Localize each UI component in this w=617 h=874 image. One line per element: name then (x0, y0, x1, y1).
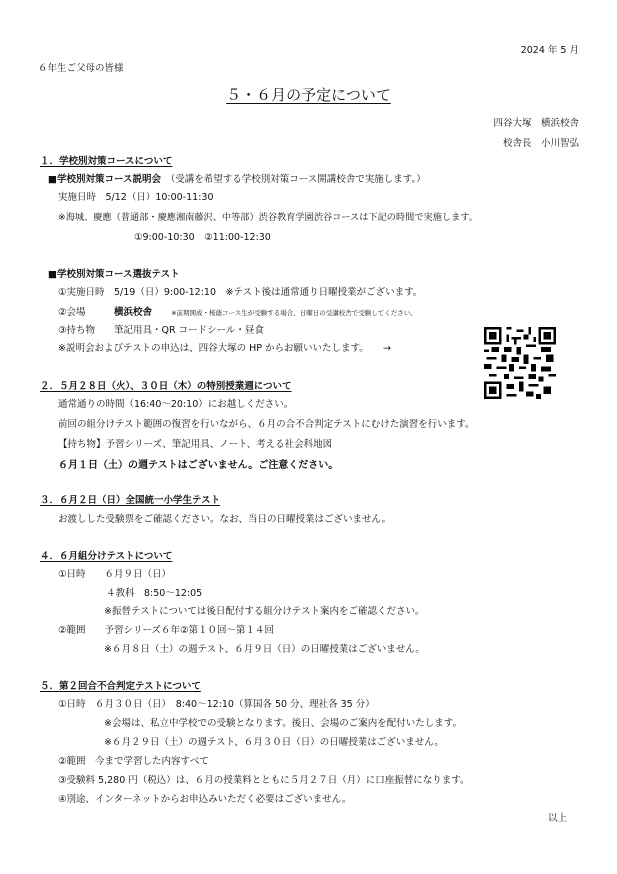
section-2-heading: ２．５月２８日（火）、３０日（木）の特別授業週について (40, 381, 292, 392)
s4-line-5: ※６月８日（土）の週テスト、６月９日（日）の日曜授業はございません。 (104, 644, 425, 655)
s5-line-1: ①日時 ６月３０日（日） 8:40～12:10（算国各 50 分、理社各 35 分） (58, 699, 375, 710)
s2-line-3: 【持ち物】予習シリーズ、筆記用具、ノート、考える社会科地図 (58, 439, 333, 450)
s5-line-6: ④別途、インターネットからお申込みいただく必要はございません。 (58, 794, 352, 805)
section-4-heading: ４．６月組分けテストについて (40, 551, 173, 562)
section-5-heading: ５．第２回合不合判定テストについて (40, 681, 201, 692)
s1-items: ③持ち物 筆記用具・QR コードシール・昼食 (58, 325, 264, 336)
s2-line-2: 前回の組分けテスト範囲の復習を行いながら、６月の合不合判定テストにむけた演習を行います。 (58, 419, 475, 430)
s5-line-2: ※会場は、私立中学校での受験となります。後日、会場のご案内を配付いたします。 (104, 718, 462, 729)
s1-times: ①9:00-10:30 ②11:00-12:30 (134, 232, 271, 243)
s5-line-3: ※６月２９日（土）の週テスト、６月３０日（日）の日曜授業はございません。 (104, 737, 444, 748)
s1-date: 実施日時 5/12（日）10:00-11:30 (58, 192, 214, 203)
section-1-heading: １．学校別対策コースについて (40, 156, 173, 167)
s4-line-1: ①日時 ６月９日（日） (58, 569, 172, 580)
s4-line-4: ②範囲 予習シリーズ６年②第１０回～第１４回 (58, 625, 275, 636)
s5-line-4: ②範囲 今まで学習した内容すべて (58, 756, 209, 767)
page-title: ５・６月の予定について (226, 86, 391, 104)
organization: 四谷大塚 横浜校舎 (493, 118, 579, 129)
signer: 校舎長 小川智弘 (502, 138, 579, 149)
s4-line-2: ４教科 8:50～12:05 (106, 588, 203, 599)
s5-line-5: ③受験料 5,280 円（税込）は、６月の授業料とともに５月２７日（月）に口座振替になります。 (58, 775, 470, 786)
s1-apply: ※説明会およびテストの申込は、四谷大塚の HP からお願いいたします。 → (58, 343, 391, 354)
s4-line-3: ※振替テストについては後日配付する組分けテスト案内をご確認ください。 (104, 606, 425, 617)
document-date: 2024 年 5 月 (520, 45, 579, 56)
s1-note: ※海城、慶應（普通部・慶應湘南藤沢、中等部）渋谷教育学園渋谷コースは下記の時間で実施します。 (58, 212, 478, 223)
s2-line-4: ６月１日（土）の週テストはございません。ご注意ください。 (58, 460, 339, 471)
s1-venue: ②会場 横浜校舎 ※前期開成・桜蔭コース生が受験する場合、日曜日の受講校舎で受験してください。 (58, 307, 417, 318)
s2-line-1: 通常通りの時間（16:40～20:10）にお越しください。 (58, 399, 294, 410)
closing-mark: 以上 (547, 813, 567, 824)
recipient: ６年生ご父母の皆様 (38, 63, 124, 74)
s3-line-1: お渡しした受験票をご確認ください。なお、当日の日曜授業はございません。 (58, 514, 392, 525)
s1-test-date: ①実施日時 5/19（日）9:00-12:10 ※テスト後は通常通り日曜授業がございます。 (58, 287, 423, 298)
section-3-heading: ３．６月２日（日）全国統一小学生テスト (40, 495, 221, 506)
s1-sub2: ■学校別対策コース選抜テスト (48, 269, 180, 280)
s1-sub1: ■学校別対策コース説明会 （受講を希望する学校別対策コース開講校舎で実施します。） (48, 174, 426, 185)
qr-code-image[interactable] (484, 327, 556, 399)
